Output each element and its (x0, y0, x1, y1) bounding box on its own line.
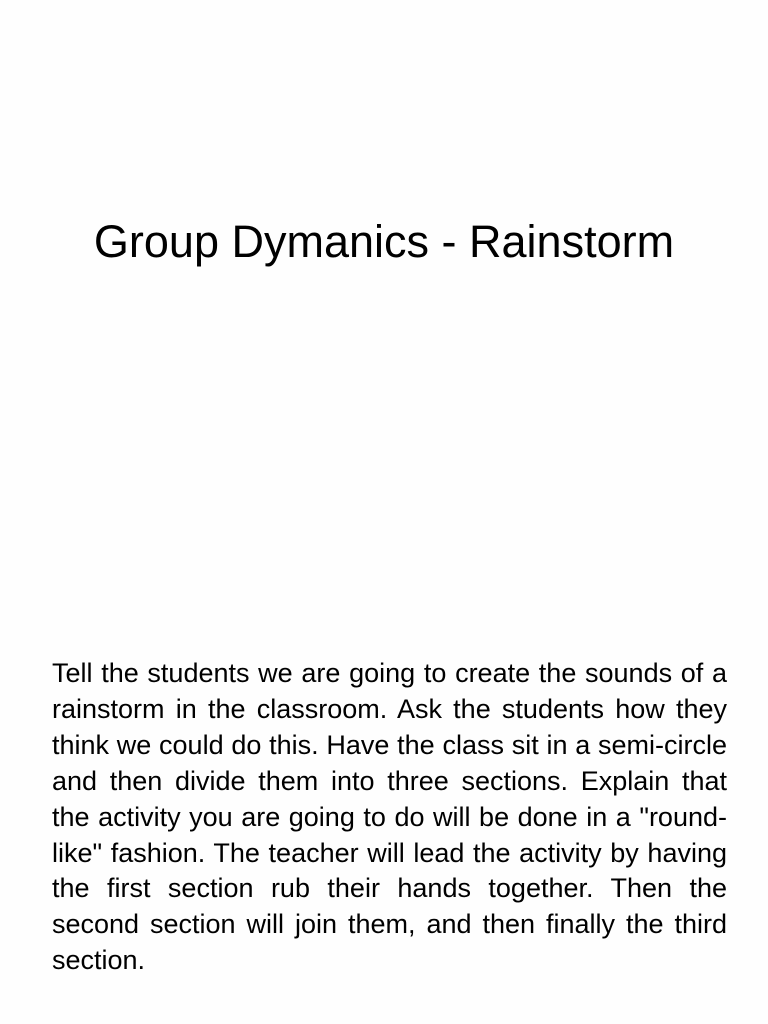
slide-title: Group Dymanics - Rainstorm (93, 216, 675, 267)
slide-body-text: Tell the students we are going to create the sounds of a rainstorm in the classroom. Ask the students how they think we could do this. Have the class sit in a semi-circle and then divide them into three sections. Explain that the activity you are going to do will be done in a "round-like" fashion. The teacher will lead the activity by having the first section rub their hands together. Then the second section will join them, and then finally the third section. (52, 658, 727, 976)
